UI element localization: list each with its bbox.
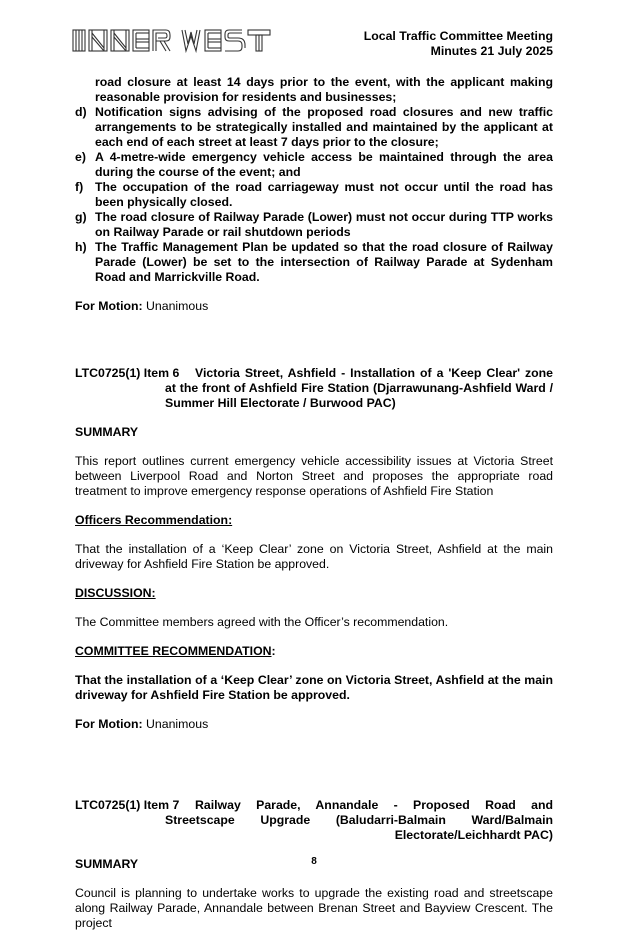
condition-item: h) The Traffic Management Plan be updated so that the road closure of Railway Parade (Lower) be set to the intersection of Railway Parade at Sydenham Road and Marrickville Road. xyxy=(75,240,553,284)
meeting-name: Local Traffic Committee Meeting xyxy=(363,29,553,43)
item-7-summary-heading: SUMMARY xyxy=(75,857,139,871)
officers-recommendation-text: That the installation of a ‘Keep Clear’ zone on Victoria Street, Ashfield at the main driveway for Ashfield Fire Station be approved. xyxy=(75,542,553,571)
committee-recommendation-text: That the installation of a ‘Keep Clear’ zone on Victoria Street, Ashfield at the main driveway for Ashfield Fire Station be approved. xyxy=(75,673,553,702)
item-6-summary-heading: SUMMARY xyxy=(75,425,139,439)
item-7-heading xyxy=(75,798,553,843)
item-7-code: LTC0725(1) Item 7 xyxy=(75,798,180,812)
minutes-date: Minutes 21 July 2025 xyxy=(430,44,553,58)
condition-item: e) A 4-metre-wide emergency vehicle access be maintained through the area during the course of the event; and xyxy=(75,150,553,179)
discussion-heading: DISCUSSION: xyxy=(75,586,156,600)
item-7-summary: Council is planning to undertake works to upgrade the existing road and streetscape along Railway Parade, Annandale between Brenan Street and Bayview Crescent. The project xyxy=(75,886,553,930)
committee-recommendation-heading: COMMITTEE RECOMMENDATION: xyxy=(75,644,276,658)
condition-item: g) The road closure of Railway Parade (Lower) must not occur during TTP works on Railway Parade or rail shutdown periods xyxy=(75,210,553,239)
inner-west-logo xyxy=(72,28,272,54)
item-7-title: Railway Parade, Annandale - Proposed Road and Streetscape Upgrade (Baludarri-Balmain Ward/Balmain Electorate/Leichhardt PAC) xyxy=(165,798,553,842)
discussion-text: The Committee members agreed with the Officer’s recommendation. xyxy=(75,615,449,629)
item-6-heading xyxy=(75,366,553,411)
conditions-list xyxy=(75,105,553,285)
page-number: 8 xyxy=(311,856,317,867)
officers-recommendation-heading: Officers Recommendation: xyxy=(75,513,233,527)
item-6-code: LTC0725(1) Item 6 xyxy=(75,366,180,380)
for-motion-2: For Motion: Unanimous xyxy=(75,717,209,731)
for-motion-1: For Motion: Unanimous xyxy=(75,299,209,313)
condition-item: d) Notification signs advising of the proposed road closures and new traffic arrangements to be strategically installed and maintained by the applicant at each end of each street at least 7 days prior to the closure; xyxy=(75,105,553,149)
condition-item: f) The occupation of the road carriageway must not occur until the road has been physically closed. xyxy=(75,180,553,209)
document-body xyxy=(75,75,553,931)
item-6-summary: This report outlines current emergency vehicle accessibility issues at Victoria Street between Liverpool Road and Norton Street and proposes the appropriate road treatment to improve emergency response operations of Ashfield Fire Station xyxy=(75,454,553,498)
condition-continuation: road closure at least 14 days prior to the event, with the applicant making reasonable provision for residents and businesses; xyxy=(95,75,553,104)
item-6-title: Victoria Street, Ashfield - Installation of a 'Keep Clear' zone at the front of Ashfield Fire Station (Djarrawunang-Ashfield Ward / Summer Hill Electorate / Burwood PAC) xyxy=(165,366,553,410)
page-header xyxy=(364,29,553,59)
